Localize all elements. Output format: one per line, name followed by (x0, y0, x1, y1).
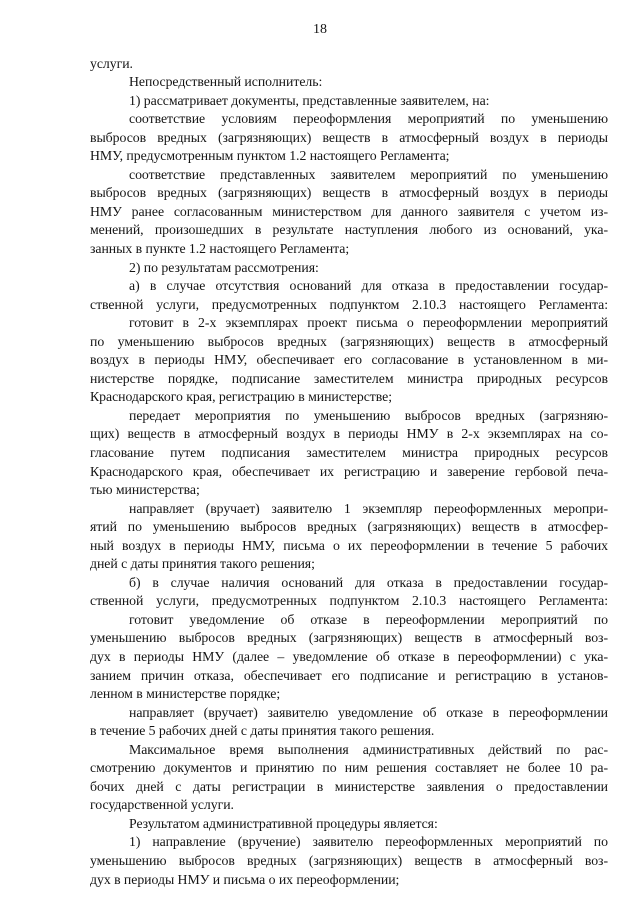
text-line: щих) веществ в атмосферный воздух в периоды НМУ в 2-х экземплярах на со- (90, 426, 608, 442)
text-line: в течение 5 рабочих дней с даты принятия такого решения. (90, 723, 435, 739)
text-line: уменьшению выбросов вредных (загрязняющих) веществ в атмосферный воз- (90, 630, 608, 646)
text-line: Краснодарского края, регистрацию в министерстве; (90, 389, 393, 405)
text-line: б) в случае наличия оснований для отказа в предоставлении государ- (129, 574, 608, 590)
text-line: ный воздух в периоды НМУ, письма о их переоформлении в течение 5 рабочих (90, 537, 608, 553)
text-line: 2) по результатам рассмотрения: (129, 259, 319, 275)
text-line: по уменьшению выбросов вредных (загрязняющих) веществ в атмосферный (90, 333, 608, 349)
text-line: нистерстве порядке, подписание заместителем министра природных ресурсов (90, 370, 608, 386)
text-line: Результатом административной процедуры является: (129, 815, 438, 831)
text-line: НМУ ранее согласованным министерством для данного заявителя с учетом из- (90, 203, 608, 219)
text-line: а) в случае отсутствия оснований для отказа в предоставлении государ- (129, 278, 608, 294)
text-line: ственной услуги, предусмотренных подпунктом 2.10.3 настоящего Регламента: (90, 296, 608, 312)
text-line: занных в пункте 1.2 настоящего Регламента; (90, 240, 350, 256)
text-line: выбросов вредных (загрязняющих) веществ в атмосферный воздух в периоды (90, 129, 608, 145)
text-line: соответствие условиям переоформления мероприятий по уменьшению (129, 111, 608, 127)
text-line: услуги. (90, 55, 133, 71)
text-line: передает мероприятия по уменьшению выбросов вредных (загрязняю- (129, 407, 608, 423)
regulation-text (90, 55, 608, 890)
text-line: 1) рассматривает документы, представленные заявителем, на: (129, 92, 490, 108)
text-line: ственной услуги, предусмотренных подпунктом 2.10.3 настоящего Регламента: (90, 593, 608, 609)
text-line: Краснодарского края, обеспечивает их регистрацию и заверение гербовой печа- (90, 463, 608, 479)
text-line: менений, произошедших в результате наступления любого из оснований, ука- (90, 222, 608, 238)
text-line: 1) направление (вручение) заявителю переоформленных мероприятий по (129, 834, 608, 850)
text-line: Непосредственный исполнитель: (129, 74, 323, 90)
text-line: гласование путем подписания заместителем министра природных ресурсов (90, 444, 608, 460)
text-line: тью министерства; (90, 482, 200, 498)
text-line: бочих дней с даты регистрации в министерстве заявления о предоставлении (90, 778, 608, 794)
text-line: ленном в министерстве порядке; (90, 686, 281, 702)
text-line: направляет (вручает) заявителю 1 экземпляр переоформленных меропри- (129, 500, 608, 516)
text-line: воздух в периоды НМУ, обеспечивает его согласование в установленном в ми- (90, 352, 608, 368)
text-line: занием причин отказа, обеспечивает его подписание и регистрацию в установ- (90, 667, 608, 683)
text-line: дух в периоды НМУ и письма о их переоформлении; (90, 871, 400, 887)
text-line: выбросов вредных (загрязняющих) веществ в атмосферный воздух в периоды (90, 185, 608, 201)
text-line: направляет (вручает) заявителю уведомление об отказе в переоформлении (129, 704, 608, 720)
text-line: НМУ, предусмотренным пунктом 1.2 настоящего Регламента; (90, 148, 450, 164)
text-line: дней с даты принятия такого решения; (90, 556, 315, 572)
text-line: готовит в 2-х экземплярах проект письма о переоформлении мероприятий (129, 315, 608, 331)
text-line: дух в периоды НМУ (далее – уведомление об отказе в переоформлении) с ука- (90, 649, 608, 664)
text-line: соответствие представленных заявителем мероприятий по уменьшению (129, 166, 608, 182)
page-number: 18 (313, 22, 327, 37)
text-line: государственной услуги. (90, 797, 234, 813)
text-line: смотрению документов и принятию по ним решения составляет не более 10 ра- (90, 760, 608, 776)
text-line: ятий по уменьшению выбросов вредных (загрязняющих) веществ в атмосфер- (90, 519, 608, 535)
text-line: готовит уведомление об отказе в переоформлении мероприятий по (129, 611, 608, 627)
text-line: уменьшению выбросов вредных (загрязняющих) веществ в атмосферный воз- (90, 853, 608, 869)
text-line: Максимальное время выполнения административных действий по рас- (129, 741, 608, 757)
